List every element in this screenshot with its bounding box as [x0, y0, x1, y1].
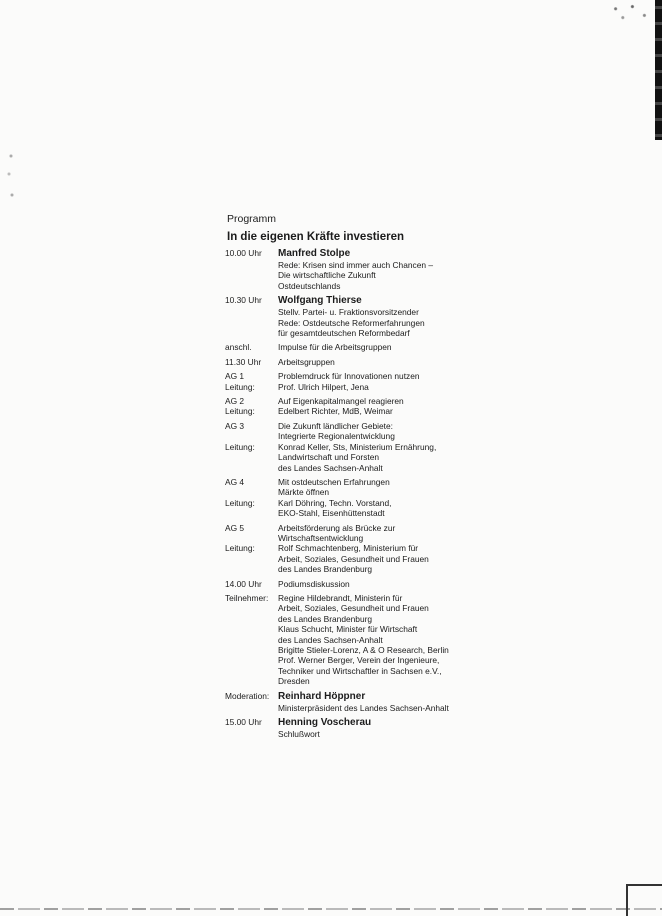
entry-time-column: [221, 357, 278, 367]
entry-text-line: EKO-Stahl, Eisenhüttenstadt: [278, 508, 385, 519]
program-entry: [221, 717, 491, 739]
scan-speckle-top-right: [606, 0, 654, 22]
scan-edge-bottom: [0, 908, 662, 910]
entry-text-line: für gesamtdeutschen Reformbedarf: [278, 328, 410, 339]
entry-time-label: [225, 533, 278, 543]
entry-time-label: Leitung:: [225, 381, 255, 392]
program-title: In die eigenen Kräfte investieren: [227, 231, 405, 243]
entry-text-line: Stellv. Partei- u. Fraktionsvorsitzender: [278, 307, 419, 318]
entry-text-line: des Landes Brandenburg: [278, 564, 373, 575]
entry-text-line: Rede: Ostdeutsche Reformerfahrungen: [278, 317, 425, 328]
entry-text-line: des Landes Sachsen-Anhalt: [278, 634, 383, 645]
entry-text-line: Arbeitsförderung als Brücke zur: [278, 522, 396, 533]
entry-text-line: des Landes Brandenburg: [278, 613, 373, 624]
speaker-name: Henning Voscherau: [278, 717, 372, 729]
entry-text-line: Rede: Krisen sind immer auch Chancen –: [278, 260, 434, 270]
program-entry: [221, 593, 491, 687]
entry-body: [278, 477, 491, 519]
scan-corner-bottom-right: [626, 884, 662, 916]
entry-text-line: Integrierte Regionalentwicklung: [278, 431, 395, 442]
entry-text-line: Ministerpräsident des Landes Sachsen-Anhalt: [278, 702, 449, 713]
entry-time-label: 10.00 Uhr: [225, 248, 262, 258]
entry-time-column: [221, 477, 278, 519]
program-entry: [221, 342, 491, 352]
entry-time-column: [221, 579, 278, 589]
entry-time-column: [221, 371, 278, 392]
entry-time-label: Moderation:: [225, 690, 270, 701]
entry-time-label: [225, 487, 278, 497]
entry-body: [278, 579, 491, 589]
entry-body: [278, 717, 491, 739]
entry-time-column: [221, 717, 278, 739]
entry-text-line: Regine Hildebrandt, Ministerin für: [278, 592, 403, 603]
entry-body: [278, 421, 491, 473]
entry-text-line: Konrad Keller, Sts, Ministerium Ernährung,: [278, 441, 437, 452]
entry-time-label: AG 1: [225, 371, 245, 382]
entry-text-line: Techniker und Wirtschaftler in Sachsen e.V.,: [278, 665, 442, 676]
entry-time-label: AG 5: [225, 522, 245, 533]
entry-text-line: Arbeit, Soziales, Gesundheit und Frauen: [278, 603, 429, 614]
entry-time-column: [221, 523, 278, 575]
entry-text-line: des Landes Sachsen-Anhalt: [278, 462, 383, 473]
program-entry: [221, 295, 491, 338]
entry-time-label: AG 3: [225, 420, 245, 431]
entry-body: [278, 396, 491, 417]
entry-time-label: AG 2: [225, 396, 245, 407]
entry-text-line: Die wirtschaftliche Zukunft: [278, 270, 376, 281]
entry-text-line: Karl Döhring, Techn. Vorstand,: [278, 497, 392, 508]
entry-text-line: Klaus Schucht, Minister für Wirtschaft: [278, 624, 418, 635]
entry-body: [278, 691, 491, 713]
program-entry: [221, 357, 491, 367]
speaker-name: Manfred Stolpe: [278, 248, 351, 259]
entry-time-label: Leitung:: [225, 497, 255, 508]
program-entry: [221, 371, 491, 392]
entry-text-line: Arbeitsgruppen: [278, 356, 335, 367]
entry-time-label: Leitung:: [225, 406, 255, 417]
entry-text-line: Auf Eigenkapitalmangel reagieren: [278, 396, 404, 407]
entry-text-line: Ostdeutschlands: [278, 280, 341, 291]
entry-text-line: Podiumsdiskussion: [278, 578, 350, 589]
entry-text-line: Problemdruck für Innovationen nutzen: [278, 371, 420, 382]
program-entry: [221, 691, 491, 713]
entry-time-column: [221, 691, 278, 713]
entry-text-line: Arbeit, Soziales, Gesundheit und Frauen: [278, 553, 429, 564]
scan-speckle-left: [6, 150, 16, 210]
entry-body: [278, 342, 491, 352]
entry-time-label: AG 4: [225, 476, 245, 487]
entry-time-label: 15.00 Uhr: [225, 717, 262, 728]
entry-text-line: Mit ostdeutschen Erfahrungen: [278, 476, 390, 487]
program-entry: [221, 523, 491, 575]
entry-text-line: Schlußwort: [278, 729, 320, 740]
entry-text-line: Prof. Ulrich Hilpert, Jena: [278, 381, 369, 392]
entry-time-label: 14.00 Uhr: [225, 578, 262, 589]
entry-text-line: Wirtschaftsentwicklung: [278, 532, 364, 543]
program-content: [221, 213, 491, 743]
entry-text-line: Rolf Schmachtenberg, Ministerium für: [278, 543, 419, 554]
entry-body: [278, 357, 491, 367]
entry-time-label: 10.30 Uhr: [225, 295, 262, 306]
entry-time-column: [221, 342, 278, 352]
entry-text-line: Brigitte Stieler-Lorenz, A & O Research, Berlin: [278, 645, 449, 655]
entry-text-line: Landwirtschaft und Forsten: [278, 452, 380, 463]
program-entry: [221, 477, 491, 519]
entry-time-column: [221, 593, 278, 687]
entry-time-label: 11.30 Uhr: [225, 356, 262, 367]
entry-time-column: [221, 421, 278, 473]
entry-text-line: Märkte öffnen: [278, 487, 330, 498]
program-entry: [221, 579, 491, 589]
entry-text-line: Prof. Werner Berger, Verein der Ingenieure,: [278, 655, 440, 666]
program-entry: [221, 421, 491, 473]
speaker-name: Wolfgang Thierse: [278, 295, 362, 307]
entry-time-label: Leitung:: [225, 543, 255, 554]
entry-time-label: anschl.: [225, 342, 252, 353]
entry-text-line: Dresden: [278, 676, 310, 687]
program-heading: Programm: [227, 213, 277, 225]
program-entries: [221, 248, 491, 739]
entry-body: [278, 371, 491, 392]
scan-edge-right: [655, 0, 662, 140]
entry-body: [278, 295, 491, 338]
speaker-name: Reinhard Höppner: [278, 690, 366, 702]
entry-body: [278, 593, 491, 687]
entry-text-line: Die Zukunft ländlicher Gebiete:: [278, 420, 393, 431]
entry-body: [278, 523, 491, 575]
entry-text-line: Edelbert Richter, MdB, Weimar: [278, 406, 393, 417]
entry-time-column: [221, 295, 278, 338]
program-entry: [221, 248, 491, 291]
entry-time-column: [221, 396, 278, 417]
program-entry: [221, 396, 491, 417]
entry-time-column: [221, 248, 278, 291]
entry-time-label: Leitung:: [225, 441, 255, 452]
entry-body: [278, 248, 491, 291]
entry-text-line: Impulse für die Arbeitsgruppen: [278, 342, 392, 353]
entry-time-label: Teilnehmer:: [225, 592, 269, 603]
entry-time-label: [225, 431, 278, 441]
